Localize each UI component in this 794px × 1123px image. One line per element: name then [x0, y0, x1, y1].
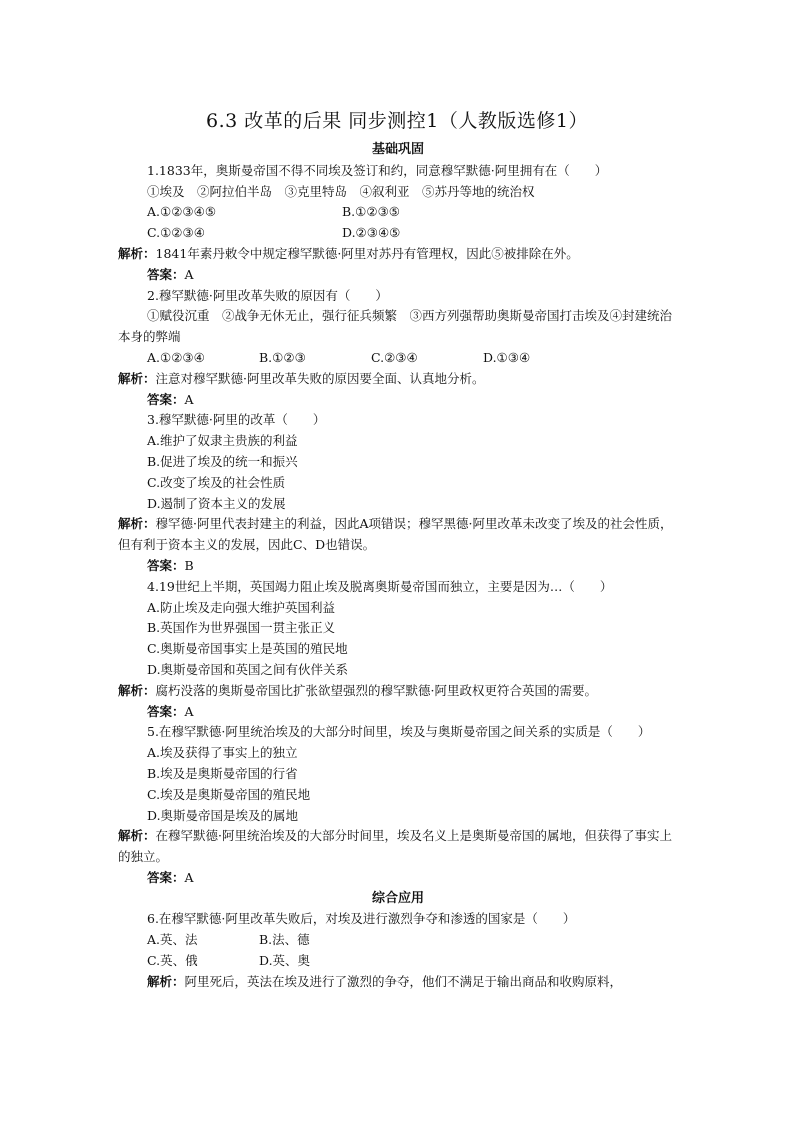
q1-option-a: A.①②③④⑤ — [147, 204, 217, 220]
analysis-label: 解析： — [118, 245, 156, 261]
q4-stem: 4.19世纪上半期，英国竭力阻止埃及脱离奥斯曼帝国而独立，主要是因为…（ ） — [147, 578, 613, 594]
q6-option-d: D.英、奥 — [259, 953, 311, 969]
q6-option-c: C.英、俄 — [147, 953, 198, 969]
q3-option-a: A.维护了奴隶主贵族的利益 — [147, 433, 298, 449]
q2-answer: 答案：A — [147, 391, 194, 407]
q2-options — [118, 348, 678, 369]
q5-analysis: 解析：在穆罕默德·阿里统治埃及的大部分时间里，埃及名义上是奥斯曼帝国的属地，但获得了事实上的独立。 — [118, 828, 672, 865]
q5-answer: 答案：A — [147, 869, 194, 885]
q5-option-c: C.埃及是奥斯曼帝国的殖民地 — [147, 786, 311, 802]
q1-option-b: B.①②③⑤ — [342, 204, 400, 220]
q2-stem: 2.穆罕默德·阿里改革失败的原因有（ ） — [147, 287, 388, 303]
q6-analysis: 解析：阿里死后，英法在埃及进行了激烈的争夺，他们不满足于输出商品和收购原料， — [147, 973, 623, 989]
q4-option-b: B.英国作为世界强国一贯主张正义 — [147, 620, 336, 636]
q3-stem: 3.穆罕默德·阿里的改革（ ） — [147, 412, 326, 428]
q1-option-c: C.①②③④ — [147, 225, 205, 241]
q2-analysis: 解析：注意对穆罕默德·阿里改革失败的原因要全面、认真地分析。 — [118, 370, 485, 386]
q1-items: ①埃及 ②阿拉伯半岛 ③克里特岛 ④叙利亚 ⑤苏丹等地的统治权 — [147, 183, 535, 199]
q4-option-a: A.防止埃及走向强大维护英国利益 — [147, 599, 336, 615]
q1-options-row1 — [118, 202, 678, 223]
q4-analysis: 解析：腐朽没落的奥斯曼帝国比扩张欲望强烈的穆罕默德·阿里政权更符合英国的需要。 — [118, 682, 597, 698]
answer-label: 答案： — [147, 266, 185, 282]
q3-option-c: C.改变了埃及的社会性质 — [147, 474, 286, 490]
q5-option-a: A.埃及获得了事实上的独立 — [147, 745, 298, 761]
q5-option-b: B.埃及是奥斯曼帝国的行省 — [147, 765, 298, 781]
q4-answer: 答案：A — [147, 703, 194, 719]
q2-option-c: C.②③④ — [371, 349, 418, 365]
q1-answer: 答案：A — [147, 266, 194, 282]
q2-option-a: A.①②③④ — [147, 349, 205, 365]
q5-option-d: D.奥斯曼帝国是埃及的属地 — [147, 807, 299, 823]
q6-option-a: A.英、法 — [147, 932, 198, 948]
q2-option-d: D.①③④ — [483, 349, 531, 365]
q3-analysis: 解析：穆罕德·阿里代表封建主的利益，因此A项错误；穆罕黑德·阿里改革未改变了埃及的社会性质，但有利于资本主义的发展，因此C、D也错误。 — [118, 516, 673, 553]
document-body — [118, 140, 678, 993]
q1-analysis: 解析：1841年素丹敕令中规定穆罕默德·阿里对苏丹有管理权，因此⑤被排除在外。 — [118, 245, 579, 261]
section-heading-basic: 基础巩固 — [371, 142, 424, 157]
q2-items: ①赋役沉重 ②战争无休无止，强行征兵频繁 ③西方列强帮助奥斯曼帝国打击埃及④封建统治本身的弊端 — [118, 308, 673, 345]
q3-option-d: D.遏制了资本主义的发展 — [147, 495, 286, 511]
q2-option-b: B.①②③ — [259, 349, 306, 365]
q6-options-row1 — [118, 930, 678, 951]
q1-stem: 1.1833年，奥斯曼帝国不得不同埃及签订和约，同意穆罕默德·阿里拥有在（ ） — [147, 162, 608, 178]
section-heading-comprehensive: 综合应用 — [371, 890, 424, 906]
q6-options-row2 — [118, 951, 678, 972]
q1-option-d: D.②③④⑤ — [342, 225, 401, 241]
q4-option-d: D.奥斯曼帝国和英国之间有伙伴关系 — [147, 661, 349, 677]
q5-stem: 5.在穆罕默德·阿里统治埃及的大部分时间里，埃及与奥斯曼帝国之间关系的实质是（ ） — [147, 724, 651, 740]
q1-options-row2 — [118, 223, 678, 244]
q3-option-b: B.促进了埃及的统一和振兴 — [147, 453, 298, 469]
q6-stem: 6.在穆罕默德·阿里改革失败后，对埃及进行激烈争夺和渗透的国家是（ ） — [147, 911, 576, 927]
q6-option-b: B.法、德 — [259, 932, 310, 948]
q3-answer: 答案：B — [147, 557, 194, 573]
q4-option-c: C.奥斯曼帝国事实上是英国的殖民地 — [147, 641, 348, 657]
document-title: 6.3 改革的后果 同步测控1（人教版选修1） — [206, 110, 588, 132]
